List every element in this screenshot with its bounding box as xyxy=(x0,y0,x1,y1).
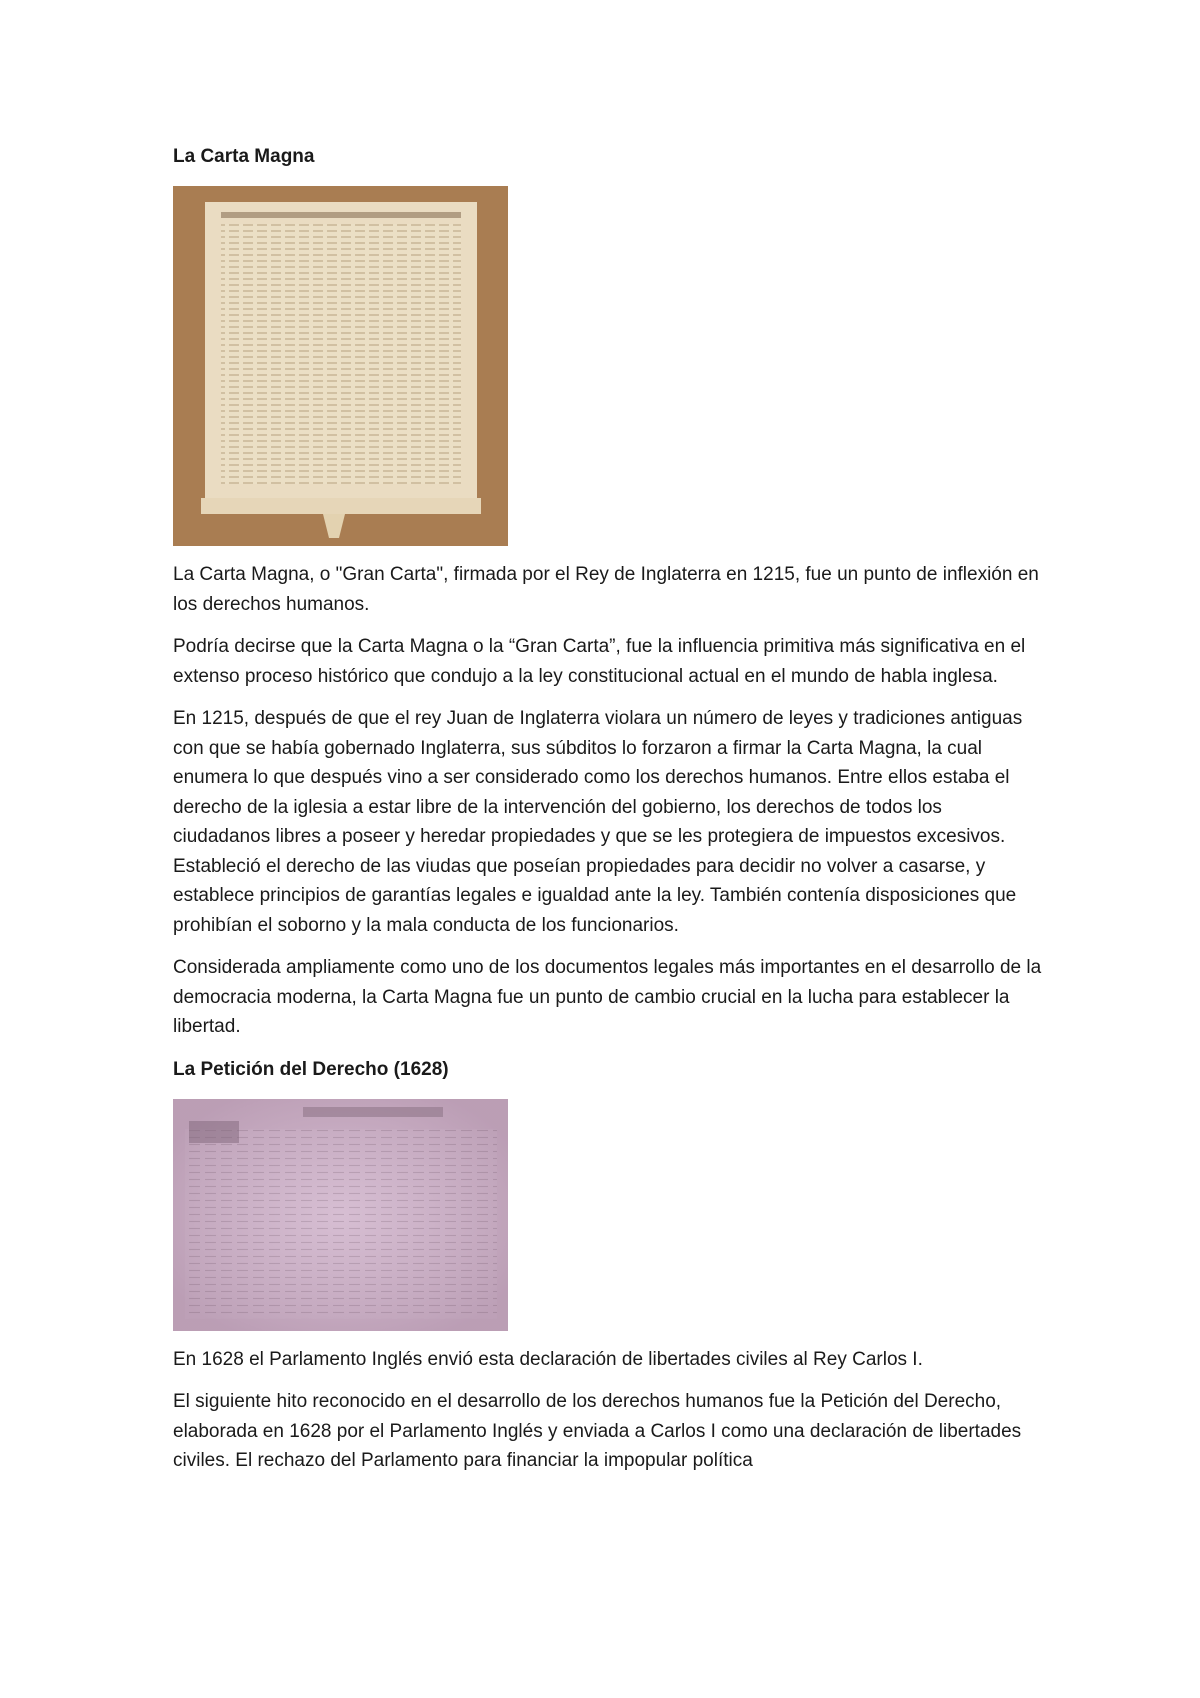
section-heading-peticion: La Petición del Derecho (1628) xyxy=(173,1058,449,1080)
paragraph: La Carta Magna, o "Gran Carta", firmada por el Rey de Inglaterra en 1215, fue un punto de inflexión en los derechos humanos. xyxy=(173,564,1039,615)
peticion-derecho-image xyxy=(173,1099,508,1331)
section-heading-carta-magna: La Carta Magna xyxy=(173,146,315,167)
document-page xyxy=(173,142,1043,1489)
paragraph: Podría decirse que la Carta Magna o la “Gran Carta”, fue la influencia primitiva más significativa en el extenso proceso histórico que condujo a la ley constitucional actual en el mundo de habla inglesa. xyxy=(173,636,1026,687)
paragraph: En 1628 el Parlamento Inglés envió esta declaración de libertades civiles al Rey Carlos I. xyxy=(173,1348,923,1370)
carta-magna-image xyxy=(173,186,508,546)
paragraph: Considerada ampliamente como uno de los documentos legales más importantes en el desarrollo de la democracia moderna, la Carta Magna fue un punto de cambio crucial en la lucha para establecer la libertad. xyxy=(173,957,1042,1037)
paragraph: En 1215, después de que el rey Juan de Inglaterra violara un número de leyes y tradiciones antiguas con que se había gobernado Inglaterra, sus súbditos lo forzaron a firmar la Carta Magna, la cual enumera lo que después vino a ser considerado como los derechos humanos. Entre ellos estaba el derecho de la iglesia a estar libre de la intervención del gobierno, los derechos de todos los ciudadanos libres a poseer y heredar propiedades y que se les protegiera de impuestos excesivos. Estableció el derecho de las viudas que poseían propiedades para decidir no volver a casarse, y establece principios de garantías legales e igualdad ante la ley. También contenía disposiciones que prohibían el soborno y la mala conducta de los funcionarios. xyxy=(173,708,1023,936)
paragraph: El siguiente hito reconocido en el desarrollo de los derechos humanos fue la Petición del Derecho, elaborada en 1628 por el Parlamento Inglés y enviada a Carlos I como una declaración de libertades civiles. El rechazo del Parlamento para financiar la impopular política xyxy=(173,1391,1022,1471)
